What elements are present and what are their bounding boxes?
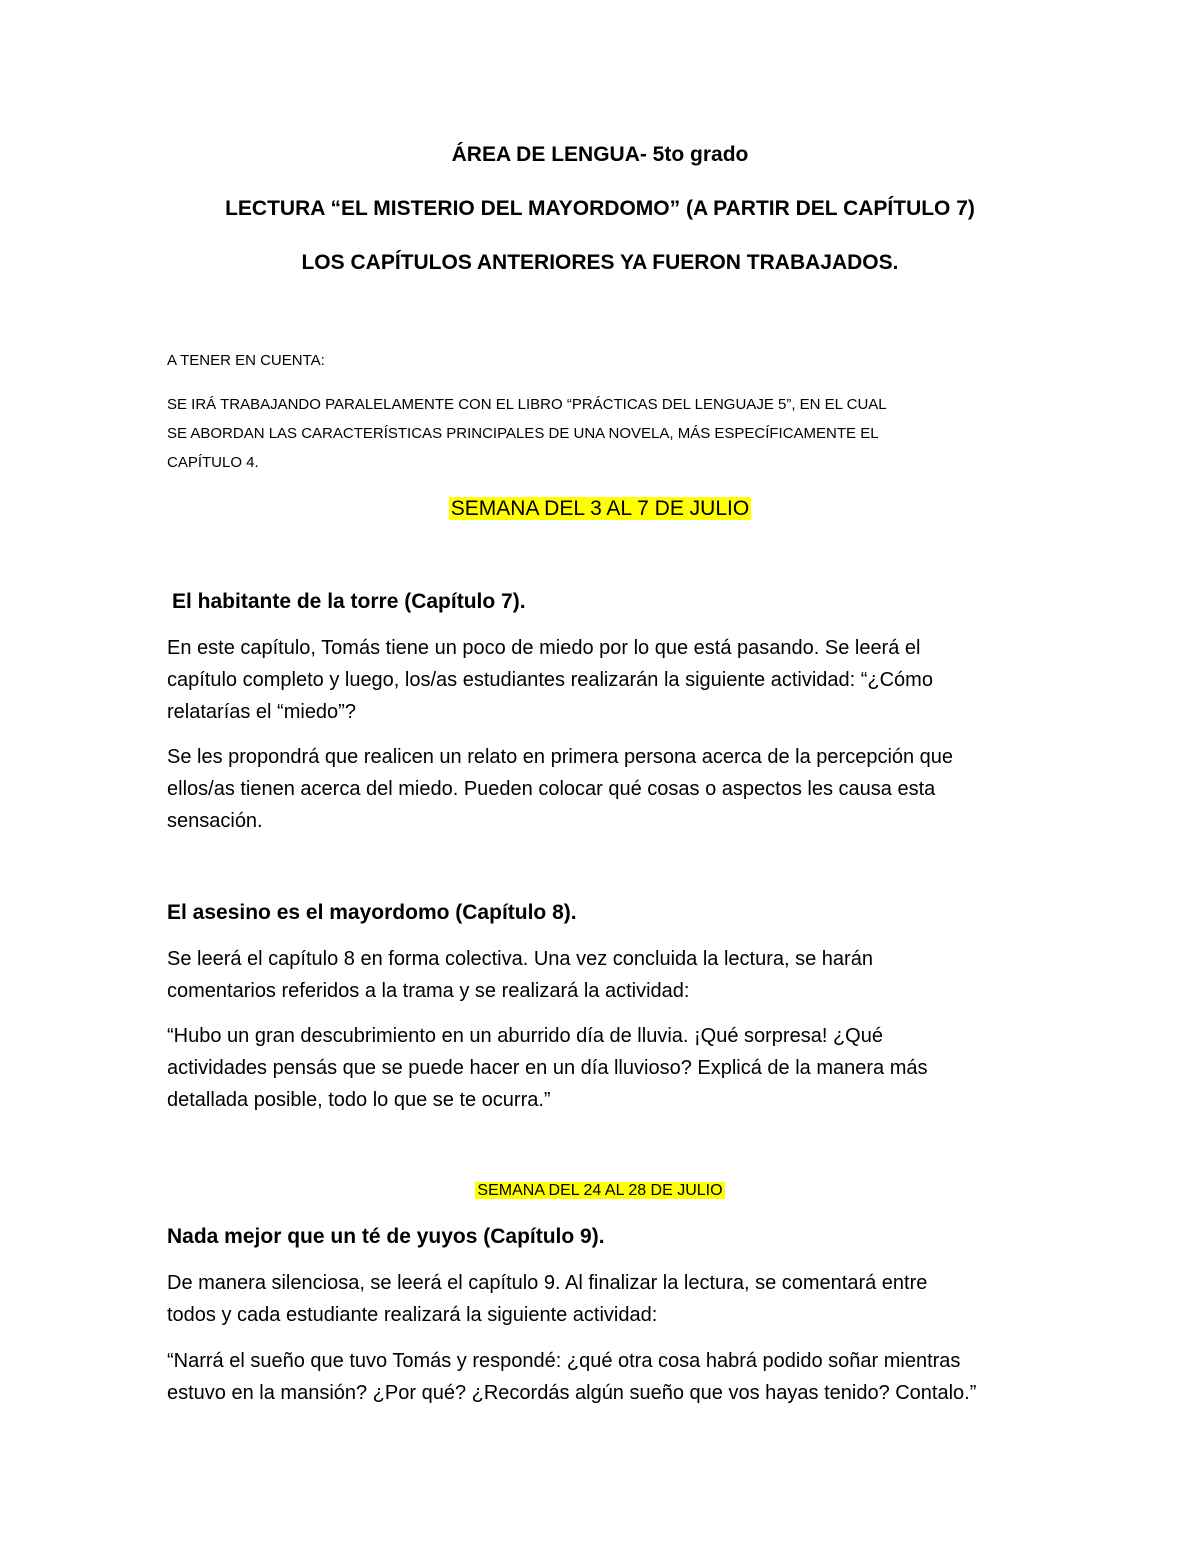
chapter-title: El habitante de la torre (Capítulo 7).: [172, 590, 526, 613]
paragraph-line: relatarías el “miedo”?: [167, 701, 356, 723]
paragraph-line: actividades pensás que se puede hacer en un día lluvioso? Explicá de la manera más: [167, 1057, 928, 1079]
document-title: ÁREA DE LENGUA- 5to grado: [451, 143, 749, 166]
note-line: SE IRÁ TRABAJANDO PARALELAMENTE CON EL LIBRO “PRÁCTICAS DEL LENGUAJE 5”, EN EL CUAL: [167, 396, 887, 413]
paragraph-line: Se leerá el capítulo 8 en forma colectiva. Una vez concluida la lectura, se harán: [167, 948, 873, 970]
week-highlight: SEMANA DEL 3 AL 7 DE JULIO: [450, 497, 750, 520]
note-line: CAPÍTULO 4.: [167, 454, 259, 471]
note-line: SE ABORDAN LAS CARACTERÍSTICAS PRINCIPALES DE UNA NOVELA, MÁS ESPECÍFICAMENTE EL: [167, 425, 879, 442]
paragraph-line: detallada posible, todo lo que se te ocurra.”: [167, 1089, 551, 1111]
paragraph-line: estuvo en la mansión? ¿Por qué? ¿Recordás algún sueño que vos hayas tenido? Contalo.”: [167, 1382, 977, 1404]
paragraph-line: Se les propondrá que realicen un relato en primera persona acerca de la percepción que: [167, 746, 954, 768]
paragraph-line: “Hubo un gran descubrimiento en un aburrido día de lluvia. ¡Qué sorpresa! ¿Qué: [167, 1025, 883, 1047]
paragraph-line: “Narrá el sueño que tuvo Tomás y respondé: ¿qué otra cosa habrá podido soñar mientras: [167, 1350, 961, 1372]
paragraph-line: En este capítulo, Tomás tiene un poco de miedo por lo que está pasando. Se leerá el: [167, 637, 921, 659]
chapter-title: El asesino es el mayordomo (Capítulo 8).: [167, 901, 577, 924]
week-heading: [0, 497, 1200, 521]
paragraph-line: capítulo completo y luego, los/as estudiantes realizarán la siguiente actividad: “¿Cómo: [167, 669, 933, 691]
chapter-title: Nada mejor que un té de yuyos (Capítulo 9).: [167, 1225, 605, 1248]
reading-title: LECTURA “EL MISTERIO DEL MAYORDOMO” (A PARTIR DEL CAPÍTULO 7): [225, 197, 975, 220]
previous-chapters-note: LOS CAPÍTULOS ANTERIORES YA FUERON TRABAJADOS.: [301, 251, 899, 274]
paragraph-line: todos y cada estudiante realizará la siguiente actividad:: [167, 1304, 658, 1326]
week-highlight: SEMANA DEL 24 AL 28 DE JULIO: [477, 1182, 723, 1199]
week-heading: [0, 1182, 1200, 1200]
paragraph-line: De manera silenciosa, se leerá el capítulo 9. Al finalizar la lectura, se comentará entre: [167, 1272, 928, 1294]
paragraph-line: ellos/as tienen acerca del miedo. Pueden colocar qué cosas o aspectos les causa esta: [167, 778, 936, 800]
paragraph-line: sensación.: [167, 810, 263, 832]
paragraph-line: comentarios referidos a la trama y se realizará la actividad:: [167, 980, 690, 1002]
note-label: A TENER EN CUENTA:: [167, 352, 325, 369]
